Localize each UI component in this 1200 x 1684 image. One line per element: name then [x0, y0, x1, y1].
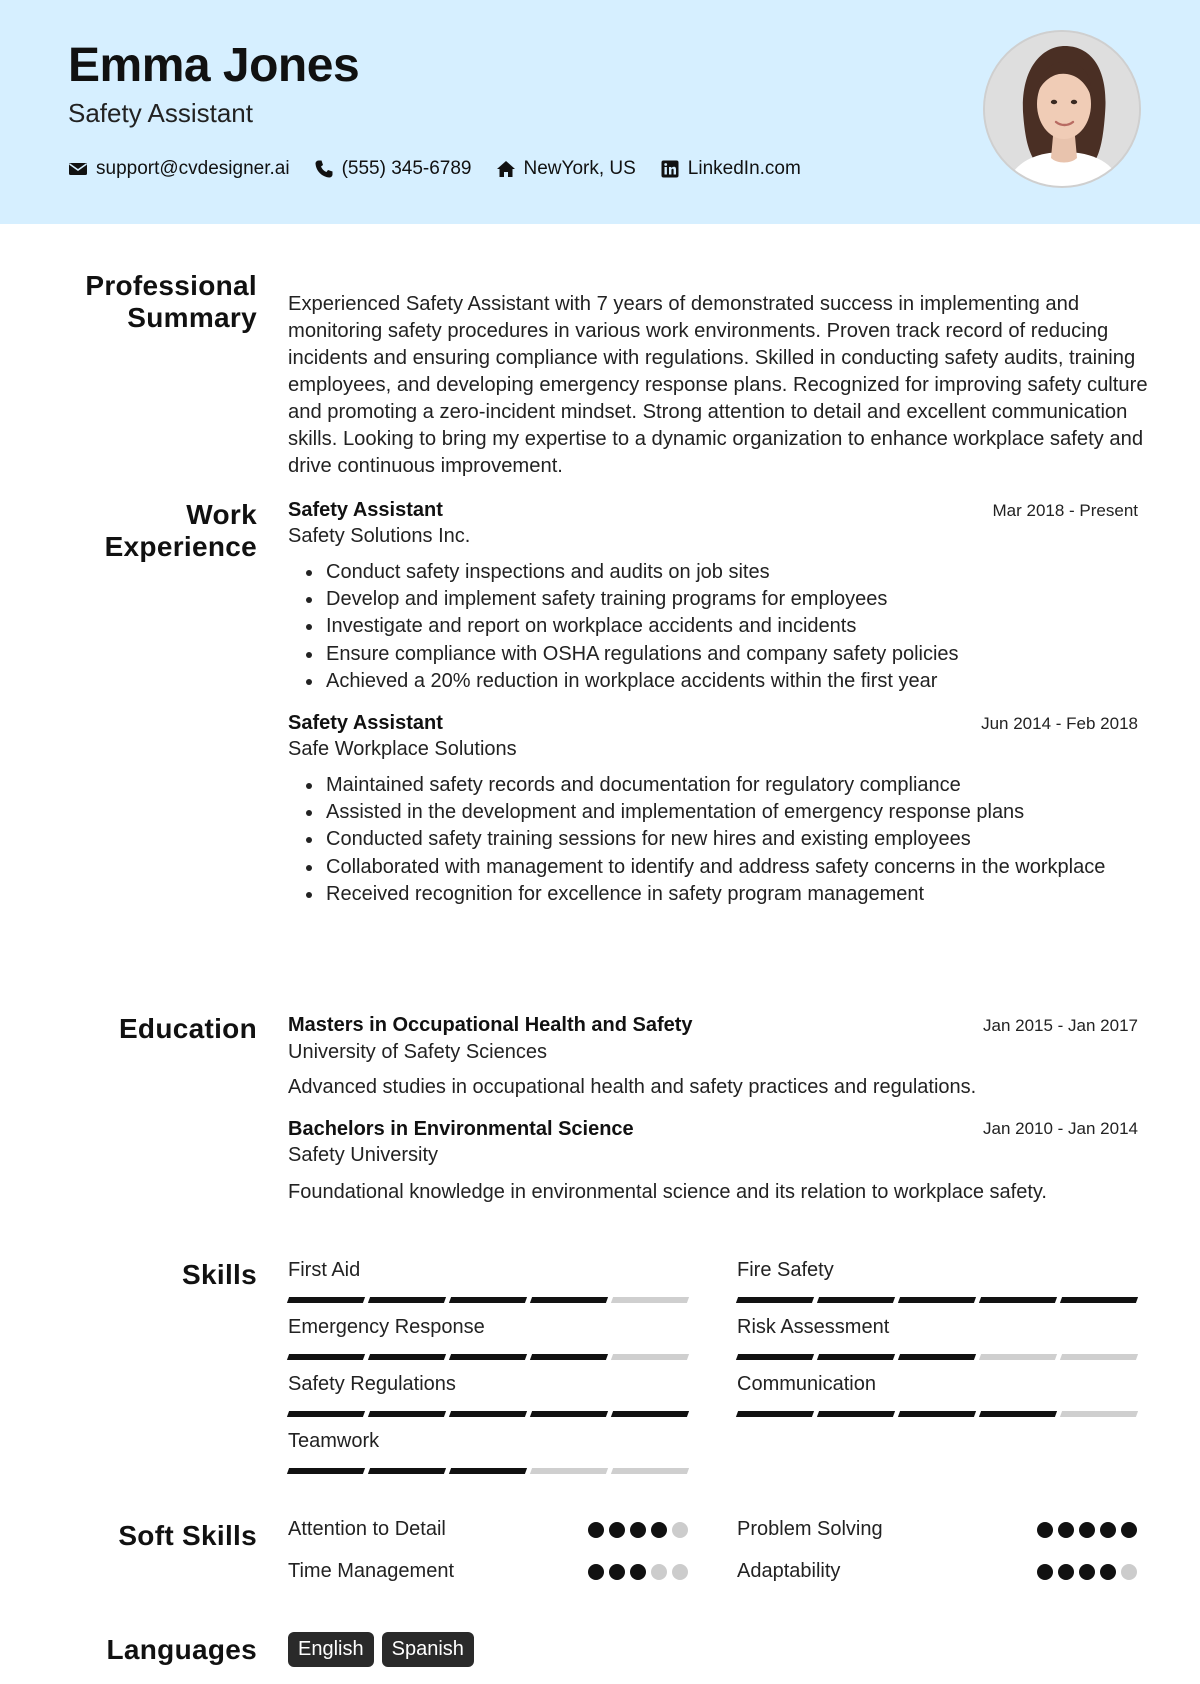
soft-skills-heading: Soft Skills [118, 1520, 257, 1551]
skill-name: Teamwork [288, 1430, 380, 1452]
skill-level-segment [1060, 1354, 1138, 1360]
degree-title: Masters in Occupational Health and Safety [288, 1014, 693, 1036]
skill-level-segment [449, 1354, 527, 1360]
rating-dot [1058, 1522, 1074, 1538]
contact-linkedin-text: LinkedIn.com [687, 158, 801, 179]
job-title: Safety Assistant [288, 499, 443, 521]
skill-level-bar [288, 1297, 688, 1303]
skill-level-segment [898, 1297, 976, 1303]
skill-level-bar [737, 1354, 1137, 1360]
skill-item [737, 1316, 1137, 1360]
soft-skill-name: Adaptability [737, 1560, 841, 1582]
soft-skill-item [288, 1518, 688, 1541]
rating-dot [609, 1522, 625, 1538]
resume-header [0, 0, 1200, 224]
degree-school: Safety University [288, 1144, 439, 1166]
job-bullet: Achieved a 20% reduction in workplace accidents within the first year [326, 668, 1116, 695]
experience-heading [27, 499, 257, 563]
skill-level-segment [287, 1297, 365, 1303]
experience-heading-line2: Experience [104, 531, 257, 562]
soft-skill-item [737, 1560, 1137, 1583]
languages-heading: Languages [106, 1634, 257, 1665]
skill-item [288, 1373, 688, 1417]
rating-dot [672, 1522, 688, 1538]
skill-name: First Aid [288, 1259, 361, 1281]
job-bullet: Assisted in the development and implementation of emergency response plans [326, 799, 1116, 826]
skill-level-segment [817, 1354, 895, 1360]
summary-heading [27, 270, 257, 334]
candidate-name: Emma Jones [68, 39, 360, 92]
contact-list [68, 158, 801, 180]
job-bullet: Ensure compliance with OSHA regulations and company safety policies [326, 641, 1116, 668]
degree-dates: Jan 2010 - Jan 2014 [982, 1119, 1138, 1138]
profile-photo [983, 30, 1141, 188]
skill-item [288, 1430, 688, 1474]
language-tag: Spanish [382, 1632, 474, 1667]
soft-skill-rating [588, 1564, 688, 1580]
skill-level-segment [368, 1411, 446, 1417]
skill-level-segment [736, 1411, 814, 1417]
skill-item [288, 1316, 688, 1360]
skill-level-segment [530, 1411, 608, 1417]
job-dates: Mar 2018 - Present [992, 501, 1138, 520]
rating-dot [609, 1564, 625, 1580]
summary-text: Experienced Safety Assistant with 7 years of demonstrated success in implementing and monitoring safety procedures in various work environments. Proven track record of reducing incidents and ensuring compliance with regulations. Skilled in conducting safety audits, training employees, and developing emergency response plans. Recognized for improving safety culture and promoting a zero-incident mindset. Strong attention to detail and excellent communication skills. Looking to bring my expertise to a dynamic organization to enhance workplace safety and drive continuous improvement. [288, 293, 1148, 477]
degree-school: University of Safety Sciences [288, 1041, 547, 1063]
skill-level-segment [368, 1468, 446, 1474]
skill-item [288, 1259, 688, 1303]
skill-item [737, 1259, 1137, 1303]
contact-email-text: support@cvdesigner.ai [96, 158, 290, 179]
skill-level-segment [287, 1354, 365, 1360]
skill-level-bar [737, 1297, 1137, 1303]
degree-description: Advanced studies in occupational health and safety practices and regulations. [288, 1076, 977, 1098]
contact-location [496, 158, 636, 180]
skill-level-segment [530, 1297, 608, 1303]
skill-level-segment [898, 1354, 976, 1360]
skill-item [737, 1373, 1137, 1417]
skill-name: Safety Regulations [288, 1373, 456, 1395]
rating-dot [588, 1522, 604, 1538]
linkedin-icon [660, 159, 680, 179]
skill-level-segment [449, 1468, 527, 1474]
soft-skill-name: Time Management [288, 1560, 454, 1582]
job-company: Safe Workplace Solutions [288, 738, 517, 760]
rating-dot [651, 1522, 667, 1538]
rating-dot [1121, 1564, 1137, 1580]
rating-dot [651, 1564, 667, 1580]
soft-skill-item [737, 1518, 1137, 1541]
degree-title: Bachelors in Environmental Science [288, 1118, 634, 1140]
skills-heading: Skills [182, 1259, 257, 1290]
skill-name: Emergency Response [288, 1316, 485, 1338]
skill-level-segment [736, 1354, 814, 1360]
rating-dot [1058, 1564, 1074, 1580]
language-tag: English [288, 1632, 374, 1667]
rating-dot [1079, 1522, 1095, 1538]
soft-skill-name: Attention to Detail [288, 1518, 446, 1540]
skill-level-segment [449, 1411, 527, 1417]
skill-level-segment [530, 1468, 608, 1474]
rating-dot [672, 1564, 688, 1580]
skill-level-segment [368, 1297, 446, 1303]
experience-heading-line1: Work [186, 499, 257, 530]
skill-level-bar [288, 1411, 688, 1417]
contact-linkedin[interactable] [660, 158, 801, 180]
skill-level-segment [979, 1297, 1057, 1303]
phone-icon [314, 159, 334, 179]
skill-level-segment [979, 1354, 1057, 1360]
rating-dot [630, 1564, 646, 1580]
skill-level-segment [611, 1468, 689, 1474]
home-icon [496, 159, 516, 179]
education-heading: Education [118, 1013, 257, 1044]
soft-skill-item [288, 1560, 688, 1583]
rating-dot [1037, 1522, 1053, 1538]
skill-level-segment [287, 1411, 365, 1417]
skill-level-segment [1060, 1297, 1138, 1303]
job-bullet: Conducted safety training sessions for new hires and existing employees [326, 826, 1116, 853]
degree-dates: Jan 2015 - Jan 2017 [982, 1016, 1138, 1035]
contact-email[interactable] [68, 158, 290, 180]
envelope-icon [68, 159, 88, 179]
skill-level-bar [288, 1354, 688, 1360]
rating-dot [1100, 1564, 1116, 1580]
skill-level-bar [737, 1411, 1137, 1417]
contact-phone[interactable] [314, 158, 472, 180]
skill-name: Communication [737, 1373, 876, 1395]
avatar-illustration [985, 32, 1141, 188]
job-bullet: Develop and implement safety training programs for employees [326, 586, 1116, 613]
job-bullet: Received recognition for excellence in safety program management [326, 881, 1116, 908]
skill-level-segment [449, 1297, 527, 1303]
soft-skill-rating [1037, 1564, 1137, 1580]
skill-level-segment [979, 1411, 1057, 1417]
job-title: Safety Assistant [288, 712, 443, 734]
rating-dot [1100, 1522, 1116, 1538]
skill-level-segment [368, 1354, 446, 1360]
candidate-role: Safety Assistant [68, 98, 253, 128]
skill-name: Risk Assessment [737, 1316, 890, 1338]
summary-heading-line1: Professional [85, 270, 257, 301]
job-bullet: Collaborated with management to identify and address safety concerns in the workplace [326, 854, 1116, 881]
skill-level-segment [1060, 1411, 1138, 1417]
soft-skill-rating [1037, 1522, 1137, 1538]
soft-skill-name: Problem Solving [737, 1518, 883, 1540]
job-bullet: Maintained safety records and documentation for regulatory compliance [326, 772, 1116, 799]
summary-heading-line2: Summary [127, 302, 257, 333]
skill-level-bar [288, 1468, 688, 1474]
language-tags [288, 1632, 474, 1667]
job-company: Safety Solutions Inc. [288, 525, 471, 547]
rating-dot [588, 1564, 604, 1580]
job-bullet: Conduct safety inspections and audits on job sites [326, 559, 1116, 586]
skill-level-segment [287, 1468, 365, 1474]
skill-level-segment [817, 1297, 895, 1303]
skill-name: Fire Safety [737, 1259, 834, 1281]
skill-level-segment [736, 1297, 814, 1303]
skill-level-segment [611, 1354, 689, 1360]
rating-dot [1121, 1522, 1137, 1538]
job-bullet: Investigate and report on workplace accidents and incidents [326, 613, 1116, 640]
job-dates: Jun 2014 - Feb 2018 [981, 714, 1138, 733]
skill-level-segment [898, 1411, 976, 1417]
skill-level-segment [611, 1411, 689, 1417]
rating-dot [1079, 1564, 1095, 1580]
contact-location-text: NewYork, US [523, 158, 636, 179]
rating-dot [630, 1522, 646, 1538]
degree-description: Foundational knowledge in environmental science and its relation to workplace safety. [288, 1181, 1047, 1203]
job-bullets [326, 559, 1116, 695]
skill-level-segment [817, 1411, 895, 1417]
skill-level-segment [611, 1297, 689, 1303]
contact-phone-text: (555) 345-6789 [341, 158, 472, 179]
skill-level-segment [530, 1354, 608, 1360]
job-bullets [326, 772, 1116, 908]
rating-dot [1037, 1564, 1053, 1580]
soft-skill-rating [588, 1522, 688, 1538]
